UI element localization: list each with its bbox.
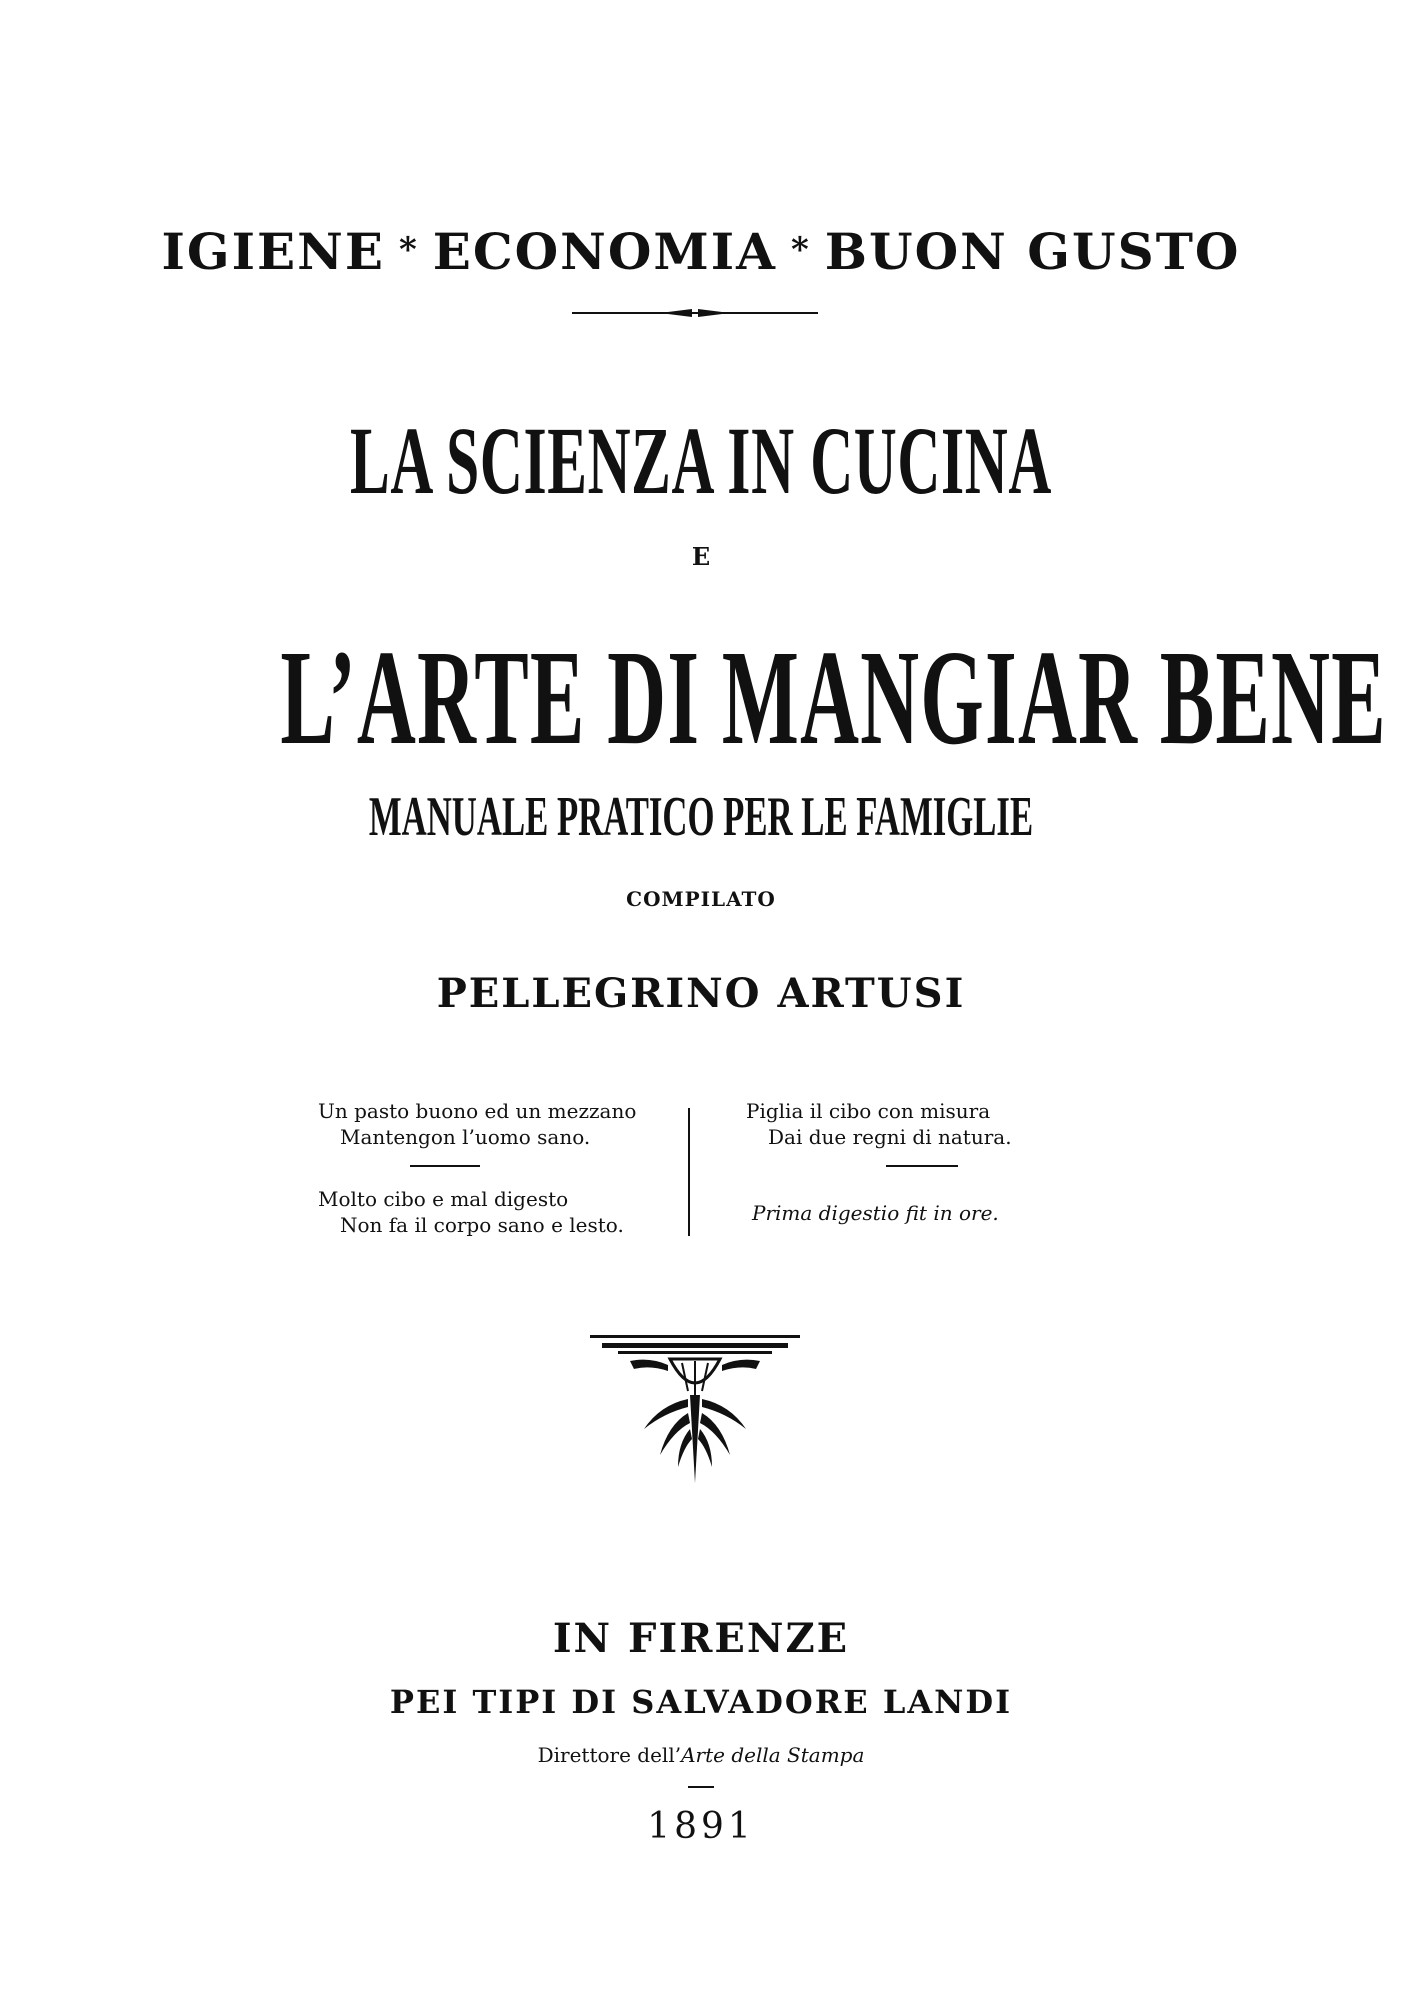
arrow-rule-icon — [572, 306, 818, 320]
motto-word-1: IGIENE — [161, 222, 385, 281]
imprint-city: IN FIRENZE — [552, 1615, 850, 1662]
director-publication: Arte della Stampa — [681, 1743, 865, 1767]
verse-divider-right — [886, 1165, 958, 1167]
publication-year: 1891 — [647, 1806, 755, 1847]
title-line-1: LA SCIENZA IN CUCINA — [350, 407, 1052, 514]
verse-left-top — [318, 1098, 636, 1150]
compiled-label: COMPILATO — [626, 887, 776, 911]
motto-word-2: ECONOMIA — [432, 222, 777, 281]
verse-right-bottom: Prima digestio fit in ore. — [752, 1201, 999, 1225]
imprint-rule — [688, 1786, 714, 1788]
director-prefix: Direttore dell’ — [537, 1743, 682, 1767]
star-separator-icon: * — [790, 230, 811, 270]
verse-right-top — [746, 1098, 1012, 1150]
verse-left-bottom — [318, 1186, 624, 1238]
motto-word-3: BUON GUSTO — [824, 222, 1241, 281]
title-line-2: L’ARTE DI MANGIAR BENE — [280, 623, 1387, 773]
ornament-icon — [590, 1335, 800, 1485]
verse-line: Piglia il cibo con misura — [746, 1099, 991, 1123]
star-separator-icon: * — [398, 230, 419, 270]
imprint-director — [0, 1743, 1402, 1767]
subtitle: MANUALE PRATICO PER LE FAMIGLIE — [368, 786, 1034, 848]
verse-line: Mantengon l’uomo sano. — [340, 1125, 591, 1149]
imprint-printer: PEI TIPI DI SALVADORE LANDI — [389, 1683, 1013, 1721]
verse-line: Un pasto buono ed un mezzano — [318, 1099, 637, 1123]
verse-line: Non fa il corpo sano e lesto. — [340, 1213, 624, 1237]
verse-line: Molto cibo e mal digesto — [318, 1187, 569, 1211]
verse-divider-left — [410, 1165, 480, 1167]
column-divider — [688, 1108, 690, 1236]
motto — [0, 222, 1402, 281]
verse-line: Dai due regni di natura. — [768, 1125, 1012, 1149]
title-conjunction: E — [691, 542, 711, 571]
author-name: PELLEGRINO ARTUSI — [436, 970, 966, 1017]
